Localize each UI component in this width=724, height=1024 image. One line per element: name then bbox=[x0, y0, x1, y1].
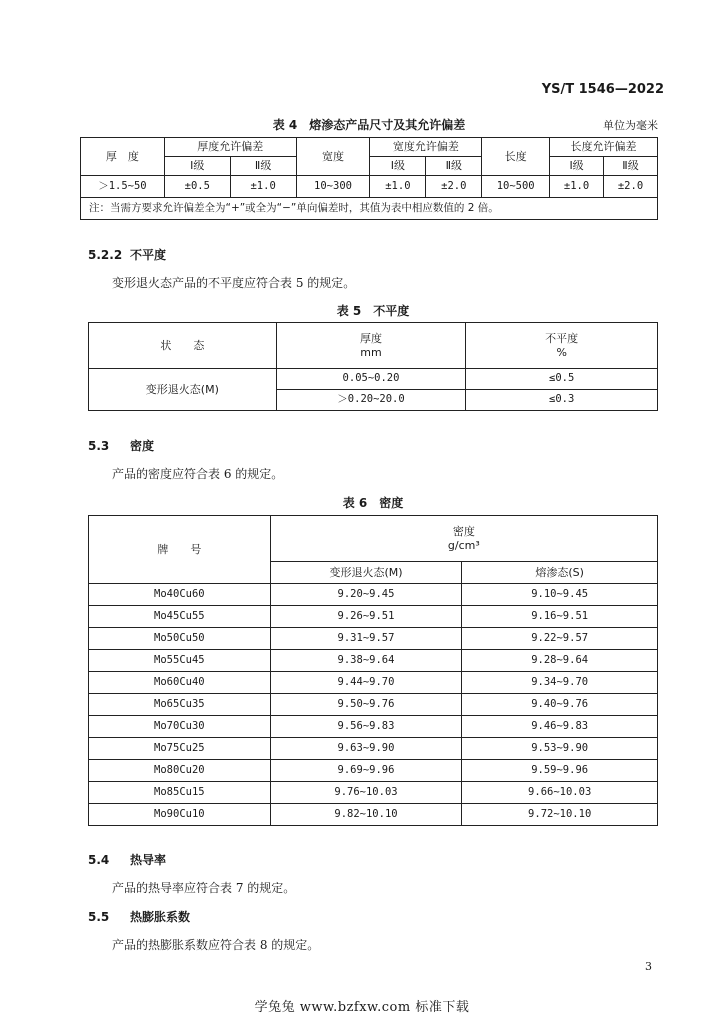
table4 bbox=[80, 137, 658, 220]
t4-header-width-tolerance: 宽度允许偏差 bbox=[370, 138, 482, 157]
t4-cell: ＞1.5~50 bbox=[81, 176, 165, 198]
t4-cell: ±0.5 bbox=[164, 176, 230, 198]
section-5-4-heading bbox=[88, 851, 166, 868]
section-5-2-2-text: 变形退火态产品的不平度应符合表 5 的规定。 bbox=[112, 276, 356, 290]
t6-density-label: 密度 bbox=[452, 524, 475, 538]
t6-cell: 9.69~9.96 bbox=[270, 760, 462, 782]
t6-grade: Mo50Cu50 bbox=[89, 628, 271, 650]
t6-cell: 9.46~9.83 bbox=[462, 716, 658, 738]
t6-cell: 9.44~9.70 bbox=[270, 672, 462, 694]
t4-cell: ±2.0 bbox=[604, 176, 658, 198]
t6-cell: 9.66~10.03 bbox=[462, 782, 658, 804]
section-5-5-text: 产品的热膨胀系数应符合表 8 的规定。 bbox=[112, 938, 320, 952]
t6-cell: 9.82~10.10 bbox=[270, 804, 462, 826]
t4-note: 注：当需方要求允许偏差全为“+”或全为“−”单向偏差时，其值为表中相应数值的 2 倍。 bbox=[81, 198, 658, 220]
t5-flatness-unit: % bbox=[556, 345, 567, 359]
t6-header-infiltrated: 熔渗态(S) bbox=[462, 562, 658, 584]
section-5-2-2-heading bbox=[88, 246, 166, 263]
t6-cell: 9.53~9.90 bbox=[462, 738, 658, 760]
t5-cell: ≤0.5 bbox=[466, 369, 658, 390]
t5-flatness-label: 不平度 bbox=[545, 331, 579, 345]
t6-cell: 9.38~9.64 bbox=[270, 650, 462, 672]
section-number: 5.2.2 bbox=[88, 248, 123, 262]
t4-grade2: Ⅱ级 bbox=[604, 157, 658, 176]
table5-caption: 表 5 不平度 bbox=[336, 304, 410, 318]
t6-grade: Mo45Cu55 bbox=[89, 606, 271, 628]
section-title: 不平度 bbox=[130, 248, 167, 262]
t6-cell: 9.72~10.10 bbox=[462, 804, 658, 826]
t4-grade1: Ⅰ级 bbox=[550, 157, 604, 176]
t4-cell: ±1.0 bbox=[230, 176, 296, 198]
t4-cell: 10~300 bbox=[296, 176, 370, 198]
t6-grade: Mo90Cu10 bbox=[89, 804, 271, 826]
t4-header-length: 长度 bbox=[482, 138, 550, 176]
t5-header-state: 状 态 bbox=[89, 323, 277, 369]
t4-header-thickness-tolerance: 厚度允许偏差 bbox=[164, 138, 296, 157]
t4-grade2: Ⅱ级 bbox=[230, 157, 296, 176]
t6-header-density bbox=[270, 516, 657, 562]
t4-grade1: Ⅰ级 bbox=[164, 157, 230, 176]
t6-grade: Mo70Cu30 bbox=[89, 716, 271, 738]
table6 bbox=[88, 515, 658, 826]
t6-header-grade: 牌 号 bbox=[89, 516, 271, 584]
download-footer: 学兔兔 www.bzfxw.com 标准下载 bbox=[254, 1000, 470, 1015]
t4-cell: ±1.0 bbox=[370, 176, 426, 198]
t5-state-value: 变形退火态(M) bbox=[89, 369, 277, 411]
t5-cell: ＞0.20~20.0 bbox=[276, 390, 466, 411]
t6-cell: 9.10~9.45 bbox=[462, 584, 658, 606]
t5-thickness-unit: mm bbox=[360, 345, 382, 359]
t4-header-width: 宽度 bbox=[296, 138, 370, 176]
t6-cell: 9.28~9.64 bbox=[462, 650, 658, 672]
table4-caption: 表 4 熔渗态产品尺寸及其允许偏差 bbox=[272, 118, 466, 132]
section-number: 5.5 bbox=[88, 910, 110, 924]
t6-header-annealed: 变形退火态(M) bbox=[270, 562, 462, 584]
t6-grade: Mo85Cu15 bbox=[89, 782, 271, 804]
t6-cell: 9.59~9.96 bbox=[462, 760, 658, 782]
t4-cell: 10~500 bbox=[482, 176, 550, 198]
t4-cell: ±2.0 bbox=[426, 176, 482, 198]
section-5-3-text: 产品的密度应符合表 6 的规定。 bbox=[112, 467, 284, 481]
section-5-5-heading bbox=[88, 908, 190, 925]
table5 bbox=[88, 322, 658, 411]
t6-grade: Mo80Cu20 bbox=[89, 760, 271, 782]
t5-cell: 0.05~0.20 bbox=[276, 369, 466, 390]
t4-grade1: Ⅰ级 bbox=[370, 157, 426, 176]
t6-cell: 9.26~9.51 bbox=[270, 606, 462, 628]
table4-unit: 单位为毫米 bbox=[603, 119, 658, 132]
t5-header-flatness bbox=[466, 323, 658, 369]
page-number: 3 bbox=[645, 960, 652, 973]
t6-cell: 9.63~9.90 bbox=[270, 738, 462, 760]
t6-cell: 9.76~10.03 bbox=[270, 782, 462, 804]
t4-cell: ±1.0 bbox=[550, 176, 604, 198]
table6-caption: 表 6 密度 bbox=[342, 496, 404, 510]
t5-cell: ≤0.3 bbox=[466, 390, 658, 411]
t6-grade: Mo65Cu35 bbox=[89, 694, 271, 716]
t4-header-thickness: 厚 度 bbox=[81, 138, 165, 176]
t6-grade: Mo75Cu25 bbox=[89, 738, 271, 760]
section-title: 热膨胀系数 bbox=[130, 910, 191, 924]
t4-grade2: Ⅱ级 bbox=[426, 157, 482, 176]
t6-cell: 9.20~9.45 bbox=[270, 584, 462, 606]
t6-cell: 9.34~9.70 bbox=[462, 672, 658, 694]
t5-header-thickness bbox=[276, 323, 466, 369]
section-title: 热导率 bbox=[130, 853, 167, 867]
t6-cell: 9.50~9.76 bbox=[270, 694, 462, 716]
section-title: 密度 bbox=[130, 439, 155, 453]
section-5-4-text: 产品的热导率应符合表 7 的规定。 bbox=[112, 881, 296, 895]
t6-cell: 9.16~9.51 bbox=[462, 606, 658, 628]
t6-grade: Mo55Cu45 bbox=[89, 650, 271, 672]
t6-cell: 9.22~9.57 bbox=[462, 628, 658, 650]
t4-header-length-tolerance: 长度允许偏差 bbox=[550, 138, 658, 157]
section-number: 5.4 bbox=[88, 853, 110, 867]
t5-thickness-label: 厚度 bbox=[360, 331, 382, 345]
t6-grade: Mo40Cu60 bbox=[89, 584, 271, 606]
t6-grade: Mo60Cu40 bbox=[89, 672, 271, 694]
t6-density-unit: g/cm³ bbox=[447, 538, 480, 552]
t6-cell: 9.56~9.83 bbox=[270, 716, 462, 738]
standard-code: YS/T 1546—2022 bbox=[541, 82, 664, 97]
t6-cell: 9.40~9.76 bbox=[462, 694, 658, 716]
t6-cell: 9.31~9.57 bbox=[270, 628, 462, 650]
section-number: 5.3 bbox=[88, 439, 110, 453]
section-5-3-heading bbox=[88, 437, 154, 454]
